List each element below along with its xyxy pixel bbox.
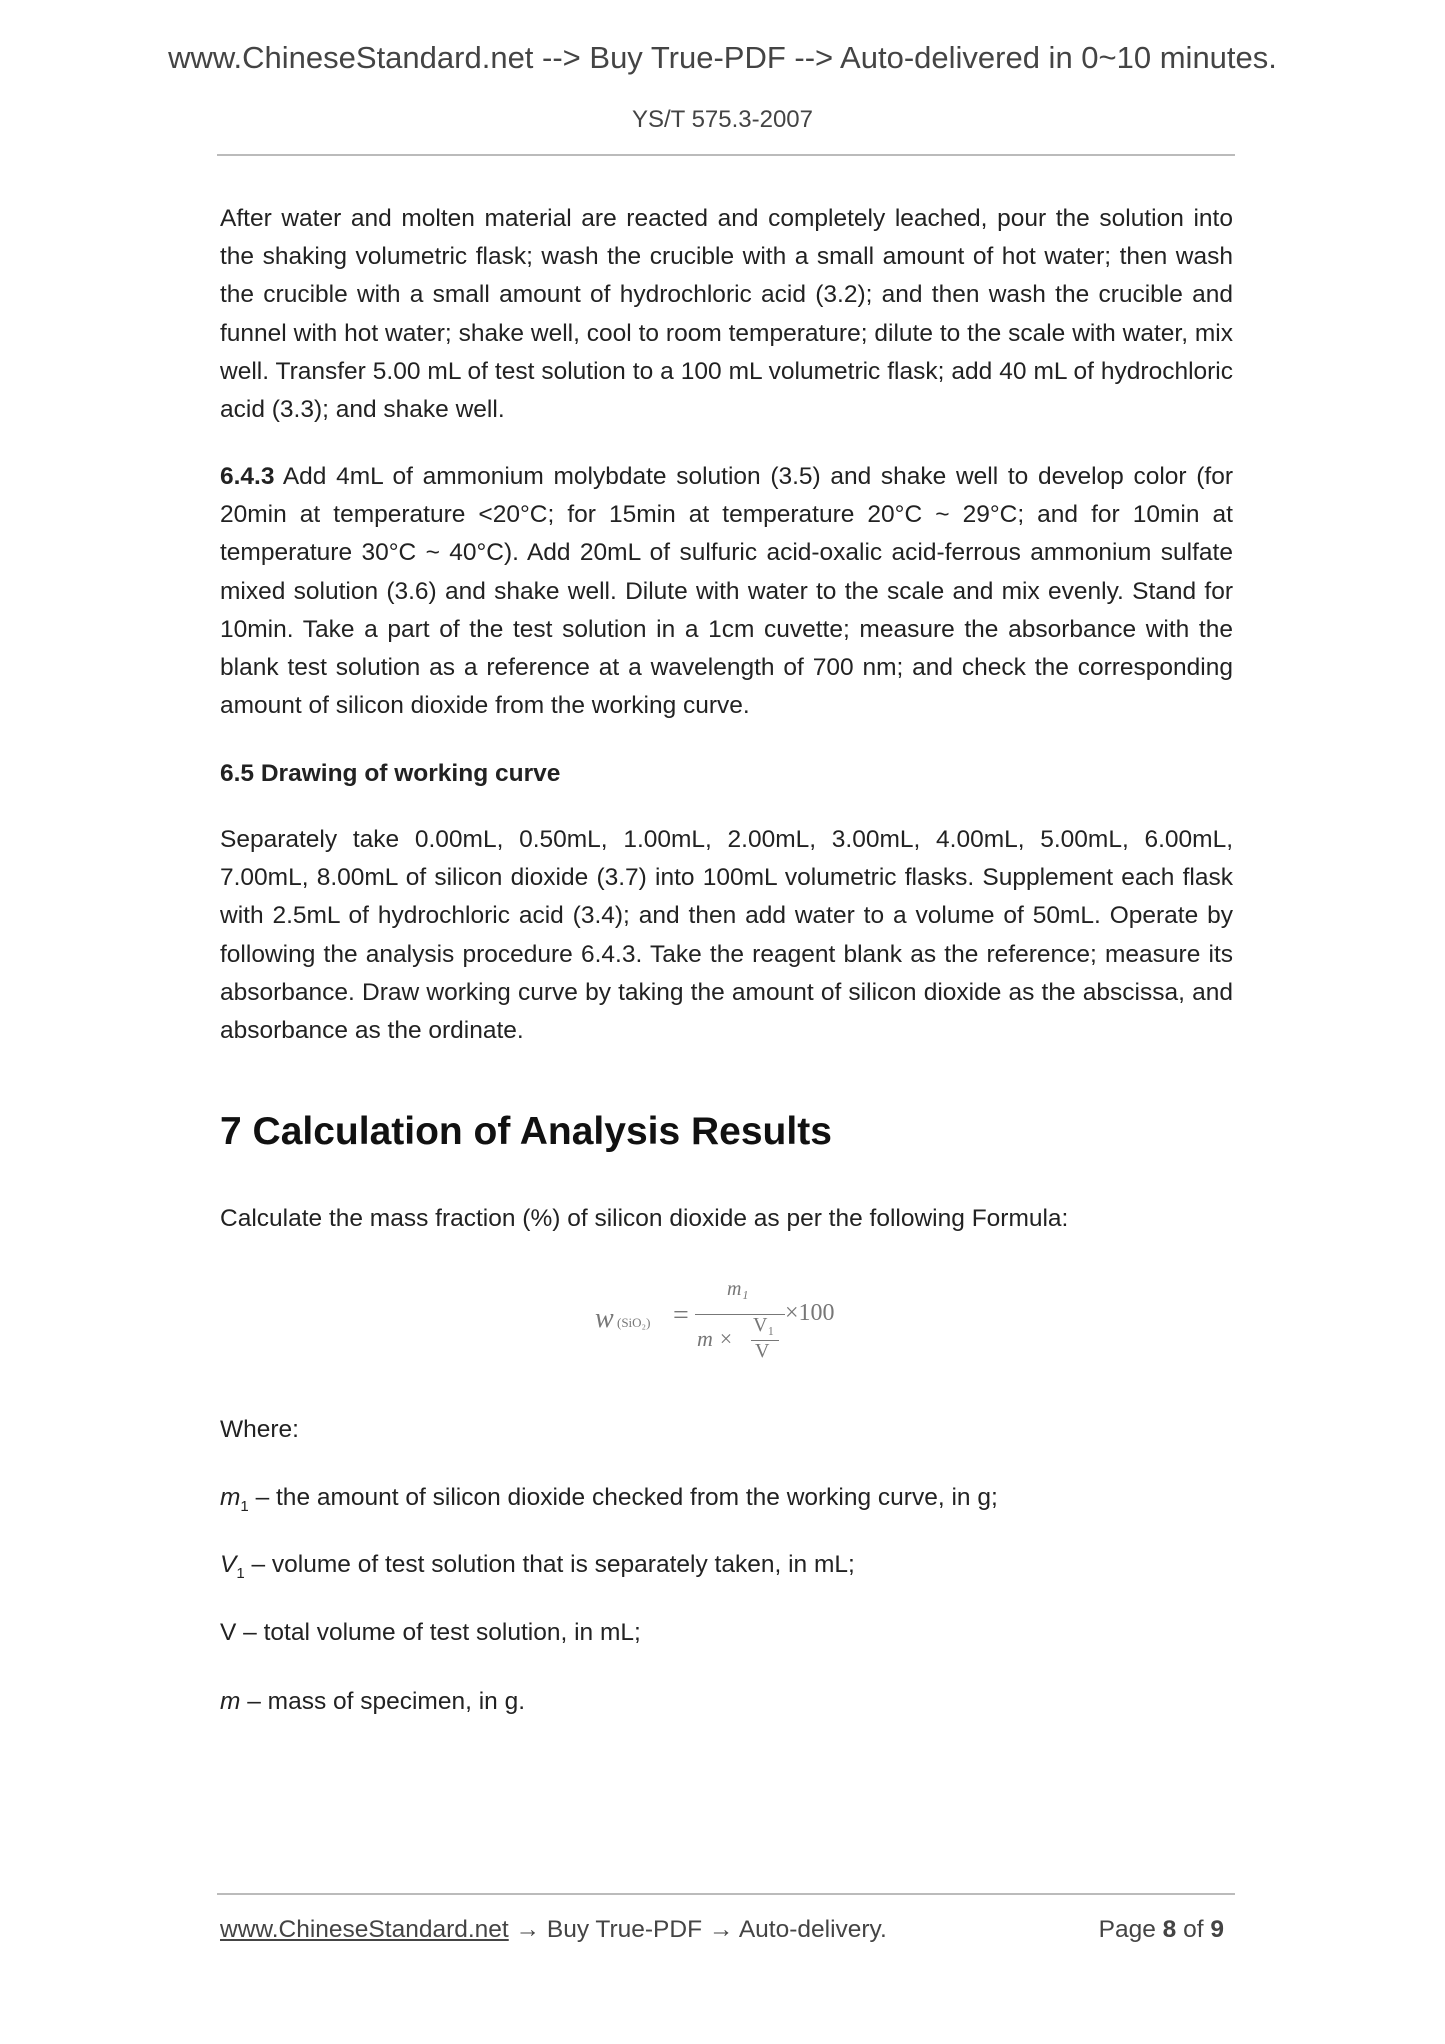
symbol: m bbox=[220, 1484, 241, 1511]
formula-lhs-subscript: (SiO₂) bbox=[617, 1315, 651, 1330]
formula-denominator-m: m × bbox=[697, 1326, 734, 1351]
paragraph-6-4-3 bbox=[220, 458, 1233, 725]
subscript: 1 bbox=[240, 1497, 249, 1515]
header-divider bbox=[217, 154, 1235, 156]
paragraph-leaching: After water and molten material are reacted and completely leached, pour the solution into the shaking volumetric flask; wash the crucible with a small amount of hot water; then wash the crucible with a small amount of hydrochloric acid (3.2); and then wash the crucible and funnel with hot water; shake well, cool to room temperature; dilute to the scale with water, mix well. Transfer 5.00 mL of test solution to a 100 mL volumetric flask; add 40 mL of hydrochloric acid (3.3); and shake well. bbox=[220, 205, 1233, 424]
definition-m bbox=[220, 1688, 525, 1716]
formula-numerator: m₁ bbox=[727, 1278, 749, 1300]
clause-text: Add 4mL of ammonium molybdate solution (3.5) and shake well to develop color (for 20min at temperature <20°C; for 15min at temperature 20°C ~ 29°C; and for 10min at temperature 30°C ~ 40°C). Add 20mL of sulfuric acid-oxalic acid-ferrous ammonium sulfate mixed solution (3.6) and shake well. Dilute with water to the scale and mix evenly. Stand for 10min. Take a part of the test solution in a 1cm cuvette; measure the absorbance with the blank test solution as a reference at a wavelength of 700 nm; and check the corresponding amount of silicon dioxide from the working curve. bbox=[220, 463, 1233, 720]
formula-lhs: w bbox=[595, 1303, 614, 1334]
page-label: Page bbox=[1098, 1916, 1156, 1943]
where-label: Where: bbox=[220, 1416, 299, 1443]
definition-v bbox=[220, 1619, 641, 1647]
footer-left bbox=[220, 1916, 887, 1944]
section-heading-7: 7 Calculation of Analysis Results bbox=[220, 1110, 832, 1153]
subscript: 1 bbox=[236, 1564, 245, 1582]
paragraph-working-curve: Separately take 0.00mL, 0.50mL, 1.00mL, 2.00mL, 3.00mL, 4.00mL, 5.00mL, 6.00mL, 7.00mL, 8.00mL of silicon dioxide (3.7) into 100mL volumetric flasks. Supplement each flask with 2.5mL of hydrochloric acid (3.4); and then add water to a volume of 50mL. Operate by following the analysis procedure 6.4.3. Take the reagent blank as the reference; measure its absorbance. Draw working curve by taking the amount of silicon dioxide as the abscissa, and absorbance as the ordinate. bbox=[220, 826, 1233, 1045]
top-banner: www.ChineseStandard.net --> Buy True-PDF --> Auto-delivered in 0~10 minutes. bbox=[168, 40, 1277, 75]
formula-equals: = bbox=[673, 1300, 689, 1331]
definition-v1 bbox=[220, 1551, 855, 1582]
definition-text: – mass of specimen, in g. bbox=[240, 1688, 526, 1715]
symbol: V bbox=[220, 1551, 237, 1578]
symbol: m bbox=[220, 1688, 241, 1715]
definition-m1 bbox=[220, 1484, 998, 1515]
document-code: YS/T 575.3-2007 bbox=[631, 106, 814, 133]
definition-text: – volume of test solution that is separately taken, in mL; bbox=[244, 1551, 855, 1578]
definition-text: – the amount of silicon dioxide checked from the working curve, in g; bbox=[248, 1484, 998, 1511]
formula-times-100: ×100 bbox=[785, 1300, 835, 1326]
symbol: V bbox=[220, 1619, 237, 1646]
clause-number: 6.4.3 bbox=[220, 463, 275, 490]
page-total: 9 bbox=[1210, 1916, 1224, 1943]
formula bbox=[595, 1278, 865, 1370]
footer-divider bbox=[217, 1893, 1235, 1895]
footer-text: → Buy True-PDF → Auto-delivery. bbox=[508, 1916, 887, 1943]
footer-site-link[interactable]: www.ChineseStandard.net bbox=[220, 1916, 509, 1943]
page-number: 8 bbox=[1162, 1916, 1177, 1943]
definition-text: – total volume of test solution, in mL; bbox=[236, 1619, 641, 1646]
formula-v1: V₁ bbox=[753, 1314, 775, 1336]
section-heading-6-5: 6.5 Drawing of working curve bbox=[220, 760, 561, 787]
calculation-intro: Calculate the mass fraction (%) of silicon dioxide as per the following Formula: bbox=[220, 1205, 1069, 1232]
page-indicator bbox=[1099, 1916, 1224, 1944]
formula-v: V bbox=[755, 1340, 770, 1362]
of-label: of bbox=[1183, 1916, 1204, 1943]
